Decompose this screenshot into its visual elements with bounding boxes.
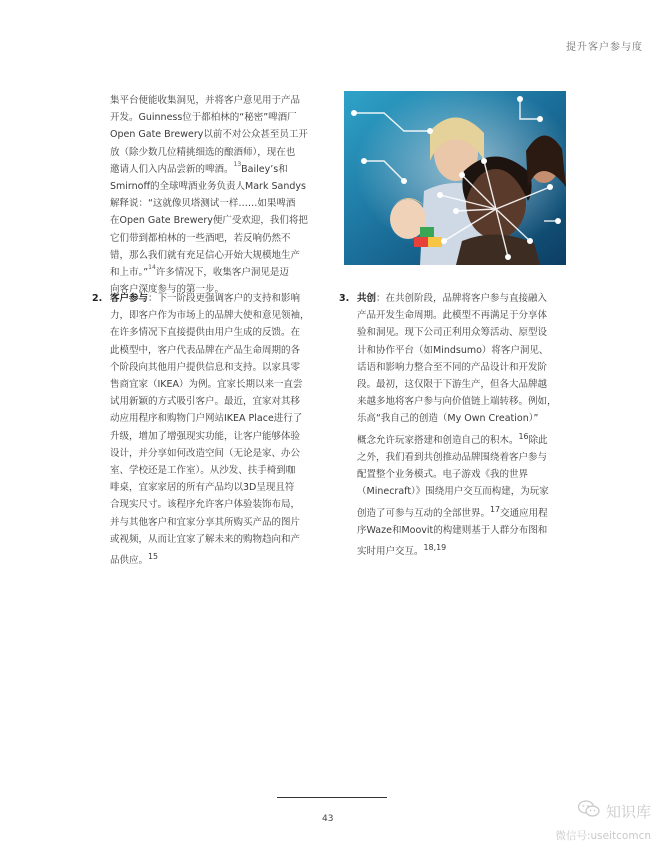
footnote-ref[interactable]: 15 [148,552,159,562]
item-line: 实时用户交互。$^{18,19}$ [357,543,447,558]
footnote-ref[interactable]: 17 [490,504,501,514]
footnote-ref[interactable]: 14 [148,264,156,272]
intro-line: 放（除少数几位精挑细选的酿酒师），现在也 [110,146,296,158]
item-line: 动应用程序和购物门户网站IKEA Place进行了 [110,413,303,425]
watermark [555,800,651,843]
item-line: 并与其他客户和宜家分享其所购买产品的图片 [110,516,301,528]
intro-line: Open Gate Brewery以前不对公众甚至员工开 [110,129,308,141]
footnote-ref[interactable]: 16 [518,431,529,441]
watermark-wechat-id: 微信号:useitcomcn [555,830,651,842]
watermark-brand: 知识库 [605,802,651,821]
intro-line: 解释说：“这就像贝塔测试一样……如果啤酒 [110,198,296,210]
item-line: 之外，我们看到共创推动品牌围绕着客户参与 [357,451,548,463]
intro-line: 它们带到都柏林的一些酒吧，若反响仍然不 [110,232,291,244]
intro-line: 开发。Guinness位于都柏林的“秘密”啤酒厂 [110,112,297,124]
footnote-ref[interactable]: 18,19 [423,543,447,553]
intro-line: 在Open Gate Brewery便广受欢迎，我们将把 [110,215,308,227]
item-line: 计和协作平台（如Mindsumo）将客户洞见、 [357,344,549,356]
item-line: （Minecraft）》围绕用户交互而构建，为玩家 [357,486,549,498]
item-line: 力，即客户作为市场上的品牌大使和意见领袖， [110,310,310,322]
item-line: 共创：在共创阶段，品牌将客户参与直接融入 [357,293,548,304]
item-line: 在许多情况下直接提供由用户生成的反馈。在 [110,327,301,339]
wechat-icon [578,800,600,822]
item-line: 乐高“我自己的创造（My Own Creation）” [357,413,539,425]
item-heading: 共创 [357,293,377,304]
hero-photo [344,91,566,265]
item-line: 验和洞见。现下公司正利用众筹活动、原型设 [357,327,548,339]
list-number: 3. [339,293,350,304]
section-header: 提升客户参与度 [566,42,643,53]
item-line: 段。最初，这仅限于下游生产，但各大品牌越 [357,379,548,391]
intro-paragraph [110,92,320,298]
item-line: 配置整个业务模式。电子游戏《我的世界 [357,469,529,481]
item-line: 来越多地将客户参与向价值链上端转移。例如， [357,396,557,408]
item-line: 升级，增加了增强现实功能，让客户能够体验 [110,430,301,442]
intro-line: 集平台便能收集洞见，并将客户意见用于产品 [110,95,301,106]
item-line: 或视频，从而让宜家了解未来的购物趋向和产 [110,533,301,545]
intro-line: Smirnoff的全球啤酒业务负责人Mark Sandys [110,181,306,193]
item-line: 试用新颖的方式吸引客户。最近，宜家对其移 [110,396,301,408]
list-number: 2. [92,293,103,304]
intro-line: 邀请人们入内品尝新的啤酒。$^{13}$Bailey’s和 [110,160,288,175]
intro-line: 错，那么我们就有充足信心开始大规模地生产 [110,249,301,261]
item-line: 序Waze和Moovit的构建则基于人群分布图和 [357,524,548,536]
item-line: 创造了可参与互动的全部世界。$^{17}$交通应用程 [357,504,548,519]
footnote-ref[interactable]: 13 [233,160,242,168]
item-line: 设计，并分享如何改造空间（无论是家、办公 [110,447,301,459]
item-line: 话语和影响力整合至不同的产品设计和开发阶 [357,361,548,373]
item-line: 品供应。$^{15}$ [110,552,159,567]
item-heading: 客户参与 [110,293,149,304]
item-line: 个阶段向其他用户提供信息和支持。以家具零 [110,361,301,373]
intro-line: 和上市。”$^{14}$许多情况下，收集客户洞见是迈 [110,264,289,279]
item-line: 此模型中，客户代表品牌在产品生命周期的各 [110,344,301,356]
page-number: 43 [322,814,334,824]
item-line: 产品开发生命周期。此模型不再满足于分享体 [357,310,548,322]
list-item-co-creation [339,290,572,561]
item-line: 室、学校还是工作室）。从沙发、扶手椅到咖 [110,465,296,477]
item-line: 啡桌，宜家家居的所有产品均以3D呈现且符 [110,482,295,494]
item-line: 客户参与：下一阶段更强调客户的支持和影响 [110,293,301,304]
list-item-customer-engagement [92,290,320,569]
item-line: 概念允许玩家搭建和创造自己的积木。$^{16}$除此 [357,431,548,446]
footer-divider [277,797,387,798]
intro-line: 向客户深度参与的第一步。 [110,284,225,296]
item-line: 合现实尺寸。该程序允许客户体验装饰布局， [110,499,301,511]
item-line: 售商宜家（IKEA）为例。宜家长期以来一直尝 [110,379,303,391]
